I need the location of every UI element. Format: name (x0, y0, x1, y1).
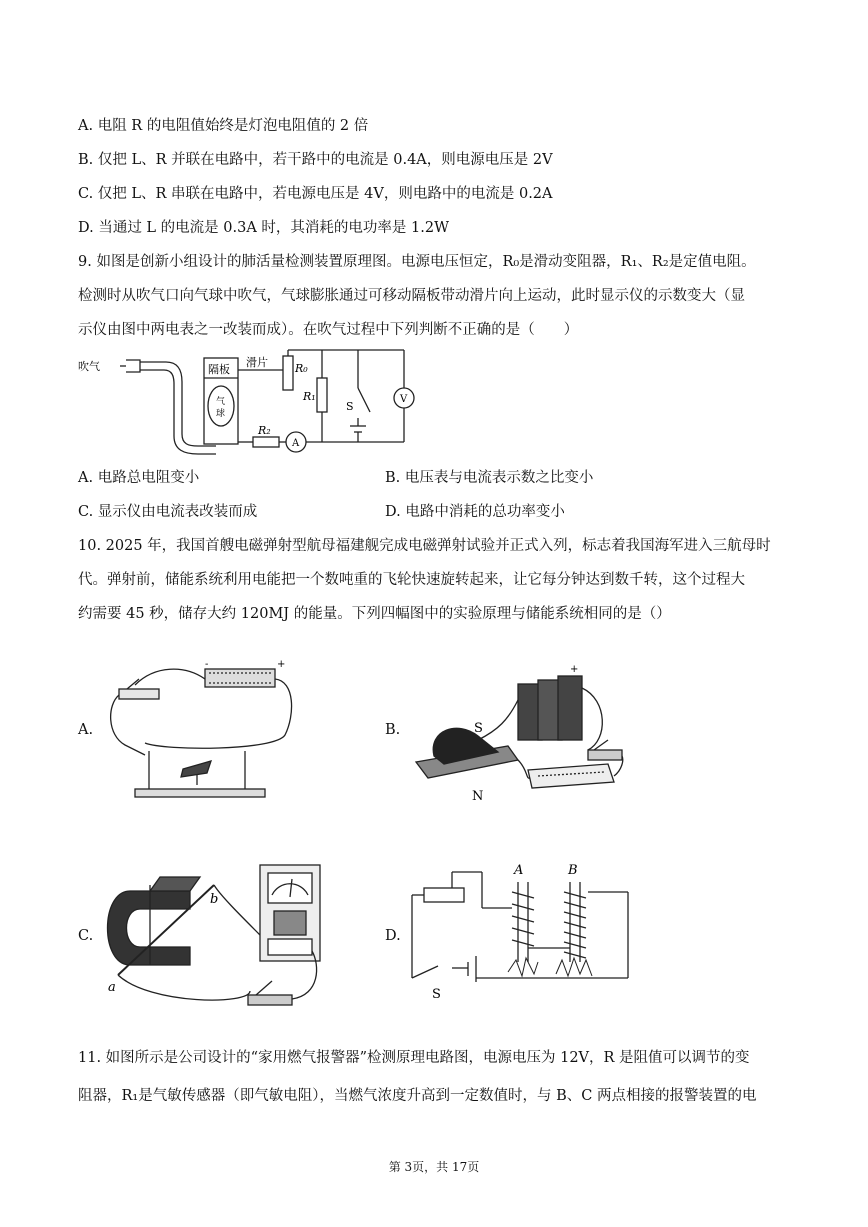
q10a-minus: - (205, 659, 209, 670)
q11-stem-line-1: 11. 如图所示是公司设计的“家用燃气报警器”检测原理电路图，电源电压为 12V，R 是阻值可以调节的变 (78, 1050, 750, 1066)
q9-option-c: C. 显示仪由电流表改装而成 (78, 504, 258, 520)
q10c-label-a: a (108, 980, 116, 995)
q9-option-d: D. 电路中消耗的总功率变小 (385, 504, 565, 520)
q9-label-partition: 隔板 (208, 363, 230, 376)
q9-label-blow: 吹气 (78, 360, 100, 373)
q9-option-a: A. 电路总电阻变小 (78, 470, 200, 486)
q9-label-voltmeter: V (400, 394, 408, 405)
q8-option-c: C. 仅把 L、R 串联在电路中，若电源电压是 4V，则电路中的电流是 0.2A (78, 186, 553, 202)
q10-figure-d (408, 852, 638, 1002)
q9-label-r2: R₂ (258, 424, 271, 437)
q9-label-r1: R₁ (303, 390, 316, 403)
q10-option-b-label: B. (385, 722, 401, 738)
q9-label-switch: S (346, 400, 354, 413)
q8-option-d: D. 当通过 L 的电流是 0.3A 时，其消耗的电功率是 1.2W (78, 220, 449, 236)
q10-stem-line-2: 代。弹射前，储能系统利用电能把一个数吨重的飞轮快速旋转起来，让它每分钟达到数千转，这个过程大 (78, 572, 745, 588)
q8-option-b: B. 仅把 L、R 并联在电路中，若干路中的电流是 0.4A，则电源电压是 2V (78, 152, 553, 168)
q9-label-balloon-1: 气 (216, 397, 226, 407)
q9-stem-line-2: 检测时从吹气口向气球中吹气，气球膨胀通过可移动隔板带动滑片向上运动，此时显示仪的示数变大（显 (78, 288, 745, 304)
q9-label-slider: 滑片 (246, 356, 268, 369)
q10d-label-s: S (432, 987, 441, 1002)
q10-figure-c (100, 855, 340, 1025)
q9-stem-line-3: 示仪由图中两电表之一改装而成）。在吹气过程中下列判断不正确的是（ ） (78, 322, 579, 338)
q10-option-a-label: A. (78, 722, 94, 738)
q9-label-ammeter: A (292, 438, 300, 449)
q10-option-d-label: D. (385, 928, 401, 944)
q9-circuit-figure (78, 348, 418, 458)
q10b-plus: + (570, 664, 579, 675)
q8-option-a: A. 电阻 R 的电阻值始终是灯泡电阻值的 2 倍 (78, 118, 369, 134)
q10b-s-pole: S (474, 721, 483, 736)
q11-stem-line-2: 阻器，R₁是气敏传感器（即气敏电阻），当燃气浓度升高到一定数值时，与 B、C 两点相接的报警装置的电 (78, 1088, 757, 1104)
q10-figure-a (105, 655, 295, 800)
q10-figure-b (408, 660, 638, 810)
q9-stem-line-1: 9. 如图是创新小组设计的肺活量检测装置原理图。电源电压恒定，R₀是滑动变阻器，R₁、R₂是定值电阻。 (78, 254, 756, 270)
q10-stem-line-3: 约需要 45 秒，储存大约 120MJ 的能量。下列四幅图中的实验原理与储能系统相同的是（） (78, 606, 671, 622)
q9-label-balloon-2: 球 (216, 409, 226, 419)
q9-option-b: B. 电压表与电流表示数之比变小 (385, 470, 594, 486)
q10-stem-line-1: 10. 2025 年，我国首艘电磁弹射型航母福建舰完成电磁弹射试验并正式入列，标志着我国海军进入三航母时 (78, 538, 771, 554)
q10-option-c-label: C. (78, 928, 94, 944)
q10c-label-b: b (210, 892, 219, 907)
q10b-n-pole: N (472, 789, 484, 804)
q10d-label-b: B (568, 863, 578, 878)
q9-label-r0: R₀ (295, 362, 308, 375)
q10d-label-a: A (514, 863, 524, 878)
q10a-plus: + (277, 659, 286, 670)
page-footer: 第 3页，共 17页 (388, 1160, 480, 1174)
